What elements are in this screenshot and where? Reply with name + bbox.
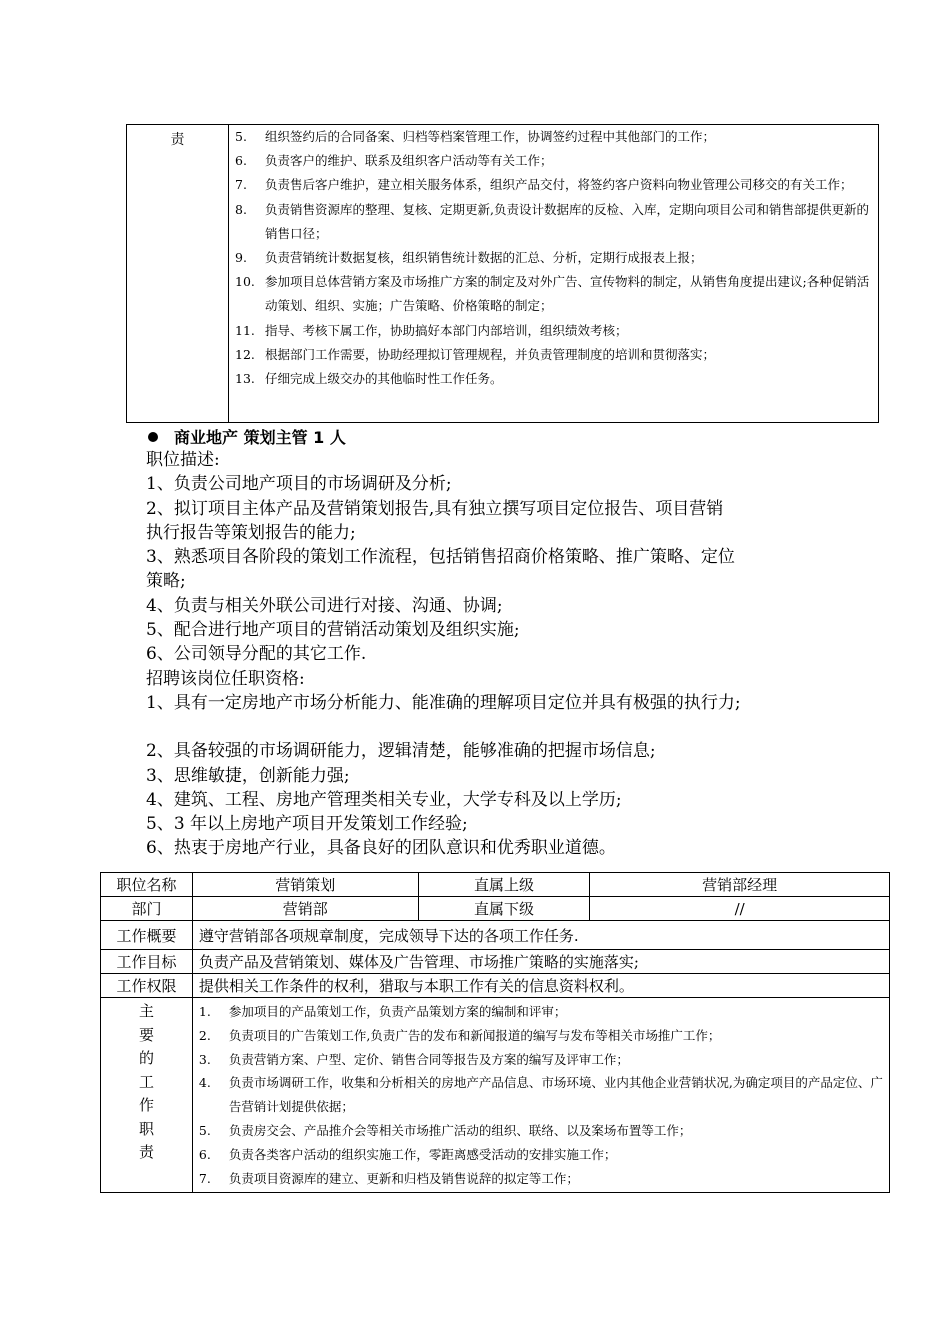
subordinate-label: 直属下级 [418,897,590,921]
list-item [229,343,878,367]
item-number: 13. [235,371,255,387]
qualification-line: 5、3 年以上房地产项目开发策划工作经验; [146,814,468,835]
list-item [229,367,878,391]
item-number: 3. [198,1051,211,1067]
authority-value: 提供相关工作条件的权利，猎取与本职工作有关的信息资料权利。 [192,974,889,998]
list-item [199,1119,883,1143]
overview-value: 遵守营销部各项规章制度，完成领导下达的各项工作任务. [192,921,889,950]
table-row [101,873,890,897]
item-text: 负责营销统计数据复核，组织销售统计数据的汇总、分析，定期行成报表上报； [265,250,703,266]
item-text: 指导、考核下属工作，协助搞好本部门内部培训，组织绩效考核； [265,322,628,338]
table-row [101,998,890,1193]
duties-label [101,998,193,1193]
description-line: 执行报告等策划报告的能力; [146,522,356,543]
item-text: 参加项目的产品策划工作，负责产品策划方案的编制和评审； [228,1004,567,1019]
position-name-label: 职位名称 [101,873,193,897]
section-heading-text: 商业地产 策划主管 1 人 [174,428,346,447]
list-item [199,1167,883,1191]
top-table-label: 责 [170,132,185,148]
table-row [101,950,890,974]
subordinate-value: // [590,897,890,921]
qualification-line: 2、具备较强的市场调研能力，逻辑清楚，能够准确的把握市场信息; [146,741,656,762]
item-text: 负责各类客户活动的组织实施工作，零距离感受活动的安排实施工作； [228,1146,617,1162]
table-row [101,974,890,998]
list-item [229,270,878,318]
item-text: 负责项目的广告策划工作,负责广告的发布和新闻报道的编写与发布等相关市场推广工作； [228,1027,721,1043]
duties-label-char: 工 [138,1072,154,1091]
section-heading [148,425,346,448]
item-text: 负责营销方案、户型、定价、销售合同等报告及方案的编写及评审工作； [228,1051,629,1067]
list-item [199,1048,883,1072]
item-number: 5. [235,129,247,144]
top-table-content-cell [229,125,878,422]
item-number: 10. [235,274,255,290]
item-number: 11. [235,322,255,338]
superior-label: 直属上级 [418,873,590,897]
description-line: 3、熟悉项目各阶段的策划工作流程，包括销售招商价格策略、推广策略、定位 [146,547,735,568]
job-description-block [146,448,846,861]
list-item [229,173,878,197]
qualification-title: 招聘该岗位任职资格: [146,668,305,689]
item-text: 负责房交会、产品推介会等相关市场推广活动的组织、联络、以及案场布置等工作； [228,1122,692,1138]
item-text: 负责销售资源库的整理、复核、定期更新,负责设计数据库的反检、入库，定期向项目公司和销售部提供更新的销售口径； [265,201,869,241]
description-line: 1、负责公司地产项目的市场调研及分析; [146,474,452,495]
blank-line [146,715,846,739]
description-title: 职位描述: [146,450,220,470]
item-text: 根据部门工作需要，协助经理拟订管理规程，并负责管理制度的培训和贯彻落实； [265,346,716,362]
duties-label-char: 的 [138,1049,154,1067]
position-name-value: 营销策划 [192,873,418,897]
item-number: 7. [198,1170,211,1186]
table-row [101,897,890,921]
description-line: 策略; [146,571,186,592]
list-item [229,246,878,270]
list-item [229,198,878,246]
qualification-line: 6、热衷于房地产行业，具备良好的团队意识和优秀职业道德。 [146,838,616,859]
top-duties-table [126,124,879,423]
duties-label-char: 要 [138,1025,154,1044]
list-item [229,149,878,173]
list-item [199,1024,883,1048]
item-number: 6. [235,153,247,169]
duties-label-char: 职 [138,1119,154,1138]
top-table-label-cell [127,125,229,422]
department-value: 营销部 [192,897,418,921]
item-text: 负责市场调研工作，收集和分析相关的房地产产品信息、市场环境、业内其他企业营销状况,为确定项目的产品定位、广告营销计划提供依据； [228,1075,883,1115]
list-item [199,1000,883,1024]
authority-label: 工作权限 [101,974,193,998]
item-number: 1. [198,1004,211,1019]
item-text: 负责客户的维护、联系及组织客户活动等有关工作； [265,153,553,169]
list-item [229,319,878,343]
description-line: 2、拟订项目主体产品及营销策划报告,具有独立撰写项目定位报告、项目营销 [146,498,724,519]
description-line: 4、负责与相关外联公司进行对接、沟通、协调; [146,595,503,616]
item-number: 9. [235,250,247,266]
list-item [199,1071,883,1119]
item-text: 组织签约后的合同备案、归档等档案管理工作，协调签约过程中其他部门的工作； [265,129,716,144]
goal-value: 负责产品及营销策划、媒体及广告管理、市场推广策略的实施落实; [192,950,889,974]
item-number: 12. [235,346,255,362]
description-line: 6、公司领导分配的其它工作. [146,644,367,665]
qualification-line: 4、建筑、工程、房地产管理类相关专业，大学专科及以上学历; [146,789,622,810]
item-number: 7. [235,177,247,193]
position-info-table [100,872,890,1193]
list-item [229,125,878,149]
item-number: 8. [235,201,247,217]
item-number: 5. [198,1122,211,1138]
bullet-icon [148,432,158,442]
qualification-line: 1、具有一定房地产市场分析能力、能准确的理解项目定位并具有极强的执行力; [146,692,741,713]
item-text: 负责项目资源库的建立、更新和归档及销售说辞的拟定等工作； [228,1170,579,1186]
duties-label-char: 责 [138,1143,154,1161]
item-number: 4. [198,1075,211,1091]
item-number: 2. [198,1027,211,1043]
duties-cell [192,998,889,1193]
superior-value: 营销部经理 [590,873,890,897]
overview-label: 工作概要 [101,921,193,950]
description-line: 5、配合进行地产项目的营销活动策划及组织实施; [146,620,520,641]
goal-label: 工作目标 [101,950,193,974]
list-item [199,1143,883,1167]
item-text: 仔细完成上级交办的其他临时性工作任务。 [265,371,503,387]
item-text: 参加项目总体营销方案及市场推广方案的制定及对外广告、宣传物料的制定，从销售角度提出建议;各种促销活动策划、组织、实施；广告策略、价格策略的制定； [265,274,870,314]
duties-label-char: 主 [138,1002,154,1020]
table-row [101,921,890,950]
duties-label-char: 作 [138,1096,154,1114]
department-label: 部门 [101,897,193,921]
duties-list [199,1000,883,1190]
item-text: 负责售后客户维护，建立相关服务体系，组织产品交付，将签约客户资料向物业管理公司移交的有关工作； [265,177,853,193]
top-duties-list [229,125,878,391]
item-number: 6. [198,1146,211,1162]
qualification-line: 3、思维敏捷，创新能力强; [146,765,350,786]
